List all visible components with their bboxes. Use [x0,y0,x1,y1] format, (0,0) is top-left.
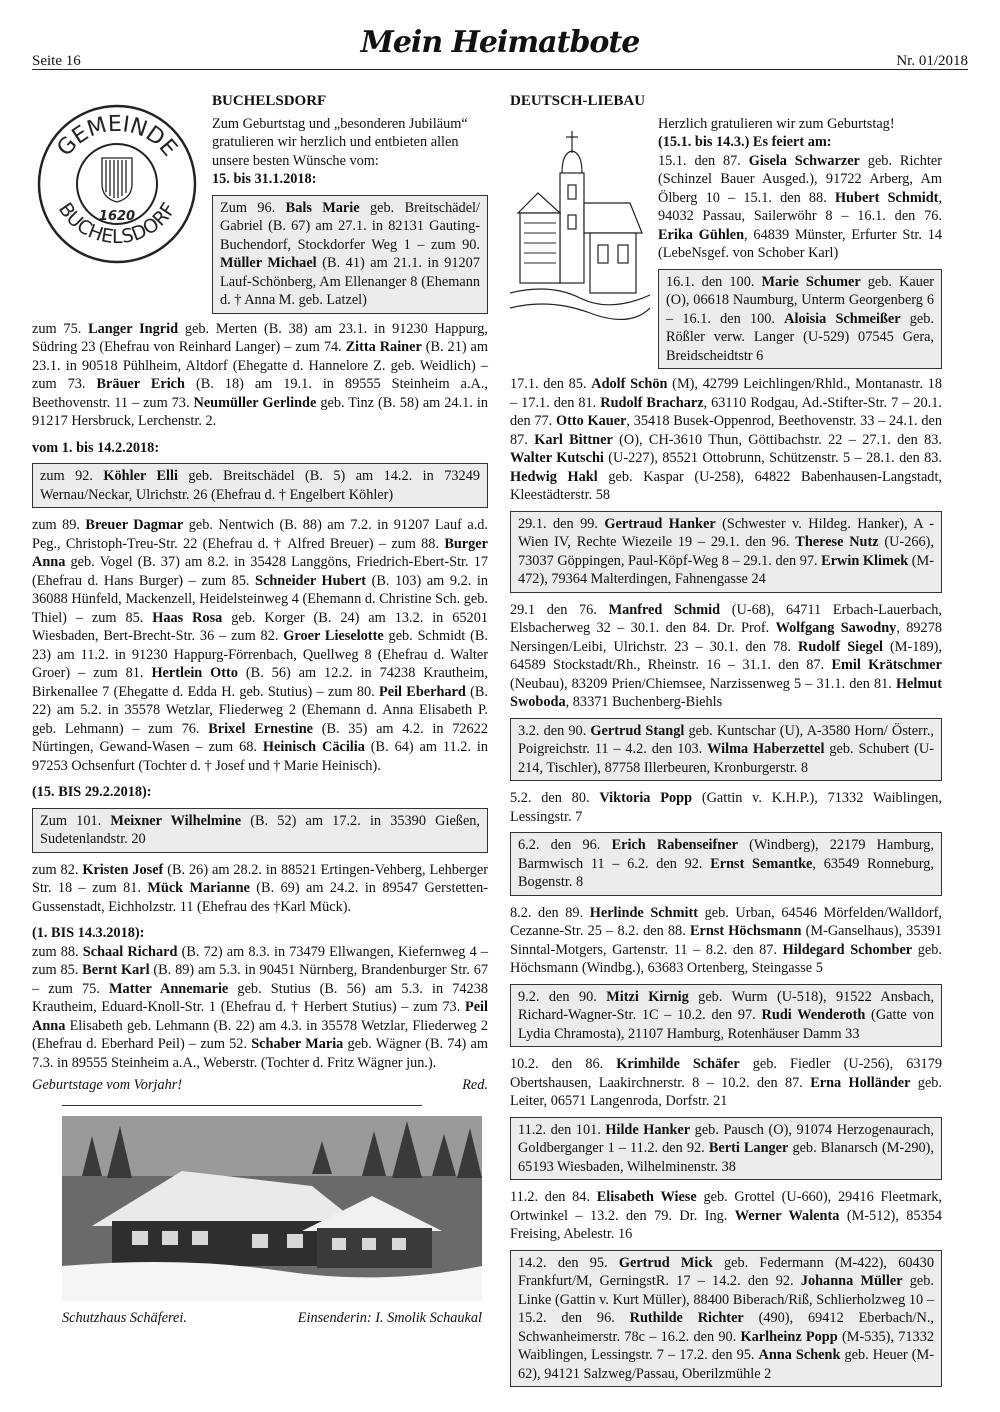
left-column [32,92,488,1328]
birthday-paragraph: 29.1 den 76. Manfred Schmid (U-68), 64711 Erbach-Lauerbach, Elsbacherweg 32 – 30.1. den 84. Dr. Prof. Wolfgang Sawodny, 89278 Nersingen/Leibi, Ulrichstr. 23 – 30.1. den 78. Rudolf Siegel (M-189), 64589 Stockstadt/Rh., Rheinstr. 16 – 31.1. den 87. Emil Krätschmer (Neubau), 83209 Prien/Chiemsee, Narzissenweg 5 – 31.1. den 81. Helmut Swoboda, 83371 Buchenberg-Biehls [510,601,943,710]
masthead-logo: Mein Heimatbote [360,25,640,60]
page-header [32,25,968,70]
signature-note: Geburtstage vom Vorjahr! [32,1077,183,1093]
church-sketch-icon [510,123,650,323]
right-column [510,92,942,1395]
highlight-box: zum 92. Köhler Elli geb. Breitschädel (B. 5) am 14.2. in 73249 Wernau/Neckar, Ulrichstr. 26 (Ehefrau d. † Engelbert Köhler) [32,463,488,508]
birthday-paragraph: 10.2. den 86. Krimhilde Schäfer geb. Fiedler (U-256), 63179 Obertshausen, Laakirchnerstr. 8 – 10.2. den 87. Erna Holländer geb. Leiter, 06571 Langenroda, Dorfstr. 21 [510,1056,943,1109]
intro-text: Herzlich gratulieren wir zum Geburtstag! [658,115,895,132]
highlight-box: 16.1. den 100. Marie Schumer geb. Kauer (O), 06618 Naumburg, Unterm Georgenberg 6 – 16.1. den 100. Aloisia Schmeißer geb. Rößler verw. Langer (U-529) 07545 Gera, Breidscheidtstr 6 [658,269,942,370]
seal-arc-bottom: BUCHELSDORF [53,198,181,249]
page-number: Seite 16 [32,53,81,69]
birthday-paragraph: zum 82. Kristen Josef (B. 26) am 28.2. in 88521 Ertingen-Vehberg, Lehberger Str. 18 – zum 81. Mück Marianne (B. 69) am 24.2. in 89547 Gerstetten-Gussenstadt, Eichholzstr. 11 (Ehefrau des †Karl Mück). [32,861,488,915]
caption-credit: Einsenderin: I. Smolik Schaukal [297,1310,482,1326]
issue-number: Nr. 01/2018 [896,53,968,69]
signature-line [32,1076,488,1095]
highlight-box: 6.2. den 96. Erich Rabenseifner (Windberg), 22179 Hamburg, Barmwisch 11 – 6.2. den 92. Ernst Semantke, 63549 Ronneburg, Bogenstr. 8 [510,832,942,896]
period-heading: 15. bis 31.1.2018: [212,171,317,187]
municipal-seal-icon [32,96,202,266]
divider [62,1105,422,1106]
section-title-deutsch-liebau: DEUTSCH-LIEBAU [510,93,646,109]
period-heading: (15.1. bis 14.3.) Es feiert am: [658,134,832,150]
period-heading: (1. BIS 14.3.2018): [32,925,145,941]
birthday-paragraph: 15.1. den 87. Gisela Schwarzer geb. Richter (Schinzel Bauer Ausged.), 91722 Arberg, Am Ölberg 10 – 15.1. den 88. Hubert Schmidt, 94032 Passau, Sailerwöhr 8 – 16.1. den 76. Erika Gühlen, 64839 Münster, Erfurter Str. 14 (LebeNsgef. von Schober Karl) [658,152,942,261]
highlight-box: 3.2. den 90. Gertrud Stangl geb. Kuntschar (U), A-3580 Horn/ Österr., Poigreichstr. 11 – 4.2. den 103. Wilma Haberzettel geb. Schubert (U-214, Tischler), 87758 Illerbeuren, Kronburgerstr. 8 [510,718,942,782]
birthday-paragraph: zum 75. Langer Ingrid geb. Merten (B. 38) am 23.1. in 91230 Happurg, Südring 23 (Ehefrau von Reinhard Langer) – zum 74. Zitta Rainer (B. 21) am 23.1. in 90518 Pühlheim, Altdorf (Ehegatte d. Hannelore Z. geb. Weidlich) – zum 73. Bräuer Erich (B. 18) am 19.1. in 89555 Steinheim a.A., Beethovenstr. 11 – zum 73. Neumüller Gerlinde geb. Tinz (B. 58) am 24.1. in 91217 Hersbruck, Lerchenstr. 2. [32,320,488,429]
signature-editor: Red. [462,1077,488,1093]
highlight-box: Zum 101. Meixner Wilhelmine (B. 52) am 17.2. in 35390 Gießen, Sudetenlandstr. 20 [32,808,488,853]
birthday-paragraph: 11.2. den 84. Elisabeth Wiese geb. Grottel (U-660), 29416 Fleetmark, Ortwinkel – 13.2. den 79. Dr. Ing. Werner Walenta (M-512), 85354 Freising, Abelestr. 16 [510,1189,943,1242]
period-heading: vom 1. bis 14.2.2018: [32,439,160,456]
seal-year: 1620 [98,209,136,224]
seal-arc-top: GEMEINDE [52,111,182,162]
caption-title: Schutzhaus Schäferei. [62,1310,187,1326]
birthday-paragraph: 8.2. den 89. Herlinde Schmitt geb. Urban, 64546 Mörfelden/Walldorf, Cezanne-Str. 25 – 8.2. den 88. Ernst Höchsmann (M-Ganselhaus), 35391 Sinntal-Motgers, Gartenstr. 11 – 8.2. den 87. Hildegard Schomber geb. Höchsmann (Windbg.), 63683 Ortenberg, Steingasse 5 [510,904,943,976]
birthday-paragraph: zum 88. Schaal Richard (B. 72) am 8.3. in 73479 Ellwangen, Kiefernweg 4 – zum 85. Bernt Karl (B. 89) am 5.3. in 90451 Nürnberg, Brandenburger Str. 67 – zum 75. Matter Annemarie geb. Stutius (B. 56) am 5.3. in 74238 Krautheim, Eduard-Knoll-Str. 1 (Ehefrau d. † Herbert Stutius) – zum 73. Peil Anna Elisabeth geb. Lehmann (B. 22) am 4.3. in 35578 Wetzlar, Fliederweg 2 (Ehefrau d. Eberhard Peil) – zum 52. Schaber Maria geb. Wägner (B. 74) am 7.3. in 89555 Steinheim a.A., Weberstr. (Tochter d. Fritz Wägner jun.). [32,943,489,1071]
period-heading: (15. BIS 29.2.2018): [32,784,152,800]
intro-text: Zum Geburtstag und „besonderen Jubiläum“ gratulieren wir herzlich und entbieten allen unsere besten Wünsche vom: [212,115,468,169]
section-title-buchelsdorf: BUCHELSDORF [212,93,327,109]
highlight-box: 9.2. den 90. Mitzi Kirnig geb. Wurm (U-518), 91522 Ansbach, Richard-Wagner-Str. 1C – 10.2. den 97. Rudi Wenderoth (Gatte von Lydia Chramosta), 21107 Hamburg, Rotenhäuser Damm 33 [510,984,942,1048]
highlight-box: 29.1. den 99. Gertraud Hanker (Schwester v. Hildeg. Hanker), A - Wien IV, Rechte Wiezeile 19 – 29.1. den 96. Therese Nutz (U-266), 73037 Göppingen, Paul-Köpf-Weg 8 – 29.1. den 97. Erwin Klimek (M-472), 79364 Malterdingen, Fahnengasse 24 [510,511,942,593]
photo-caption [62,1309,482,1328]
birthday-paragraph: 5.2. den 80. Viktoria Popp (Gattin v. K.H.P.), 71332 Waiblingen, Lessingstr. 7 [510,790,943,825]
birthday-paragraph: zum 89. Breuer Dagmar geb. Nentwich (B. 88) am 7.2. in 91207 Lauf a.d. Peg., Christoph-Treu-Str. 22 (Ehefrau d. † Alfred Breuer) – zum 88. Burger Anna geb. Vogel (B. 37) am 8.2. in 35428 Langgöns, Friedrich-Ebert-Str. 17 (Ehefrau d. Hans Burger) – zum 85. Schneider Hubert (B. 103) am 9.2. in 36088 Hünfeld, Mackenzell, Heidelsteinweg 4 (Ehemann d. Christine Sch. geb. Thiel) – zum 85. Haas Rosa geb. Korger (B. 24) am 13.2. in 65201 Wiesbaden, Bert-Brecht-Str. 36 – zum 82. Groer Lieselotte geb. Schmidt (B. 23) am 11.2. in 91230 Happurg-Förrenbach, Quellweg 8 (Ehefrau d. Walter Groer) – zum 81. Hertlein Otto (B. 56) am 12.2. in 74238 Krautheim, Birkenallee 7 (Ehegatte d. Edda H. geb. Stutius) – zum 80. Peil Eberhard (B. 22) am 5.2. in 35578 Wetzlar, Fliederweg 2 (Ehemann d. Anna Elisabeth P. geb. Lehmann) – zum 76. Brixel Ernestine (B. 35) am 4.2. in 72622 Nürtingen, Gewand-Wasen – zum 68. Heinisch Cäcilia (B. 64) am 11.2. in 97253 Ochsenfurt (Tochter d. † Josef und † Marie Heinisch). [32,517,489,774]
snow-hut-photo [62,1116,482,1301]
highlight-box: 14.2. den 95. Gertrud Mick geb. Federmann (M-422), 60430 Frankfurt/M, GerningstR. 17 – 14.2. den 92. Johanna Müller geb. Linke (Gattin v. Kurt Müller), 88400 Biberach/Riß, Schlierholzweg 10 – 15.2. den 96. Ruthilde Richter (490), 69412 Eberbach/N., Schwanheimerstr. 78c – 16.2. den 90. Karlheinz Popp (M-535), 71332 Waiblingen, Lessingstr. 7 – 17.2. den 95. Anna Schenk geb. Heuer (M-62), 94121 Salzweg/Passau, Oberilzmühle 2 [510,1250,942,1388]
highlight-box: Zum 96. Bals Marie geb. Breitschädel/ Gabriel (B. 67) am 27.1. in 82131 Gauting-Buchendorf, Stockdorfer Weg 1 – zum 90. Müller Michael (B. 41) am 21.1. in 91207 Lauf-Schönberg, Am Ellenanger 8 (Ehemann d. † Anna M. geb. Latzel) [212,195,488,314]
birthday-paragraph: 17.1. den 85. Adolf Schön (M), 42799 Leichlingen/Rhld., Montanastr. 18 – 17.1. den 81. Rudolf Bracharz, 63110 Rodgau, Ad.-Stifter-Str. 7 – 20.1. den 77. Otto Kauer, 35418 Busek-Oppenrod, Beethovenstr. 33 – 24.1. den 87. Karl Bittner (O), CH-3610 Thun, Göttibachstr. 22 – 27.1. den 83. Walter Kutschi (U-227), 85521 Ottobrunn, Schützenstr. 5 – 28.1. den 83. Hedwig Hakl geb. Kaspar (U-258), 64822 Babenhausen-Langstadt, Kleestädterstr. 58 [510,376,943,503]
highlight-box: 11.2. den 101. Hilde Hanker geb. Pausch (O), 91074 Herzogenaurach, Goldberganger 1 – 11.2. den 92. Berti Langer geb. Blanarsch (M-290), 65193 Wiesbaden, Wilhelminenstr. 38 [510,1117,942,1181]
